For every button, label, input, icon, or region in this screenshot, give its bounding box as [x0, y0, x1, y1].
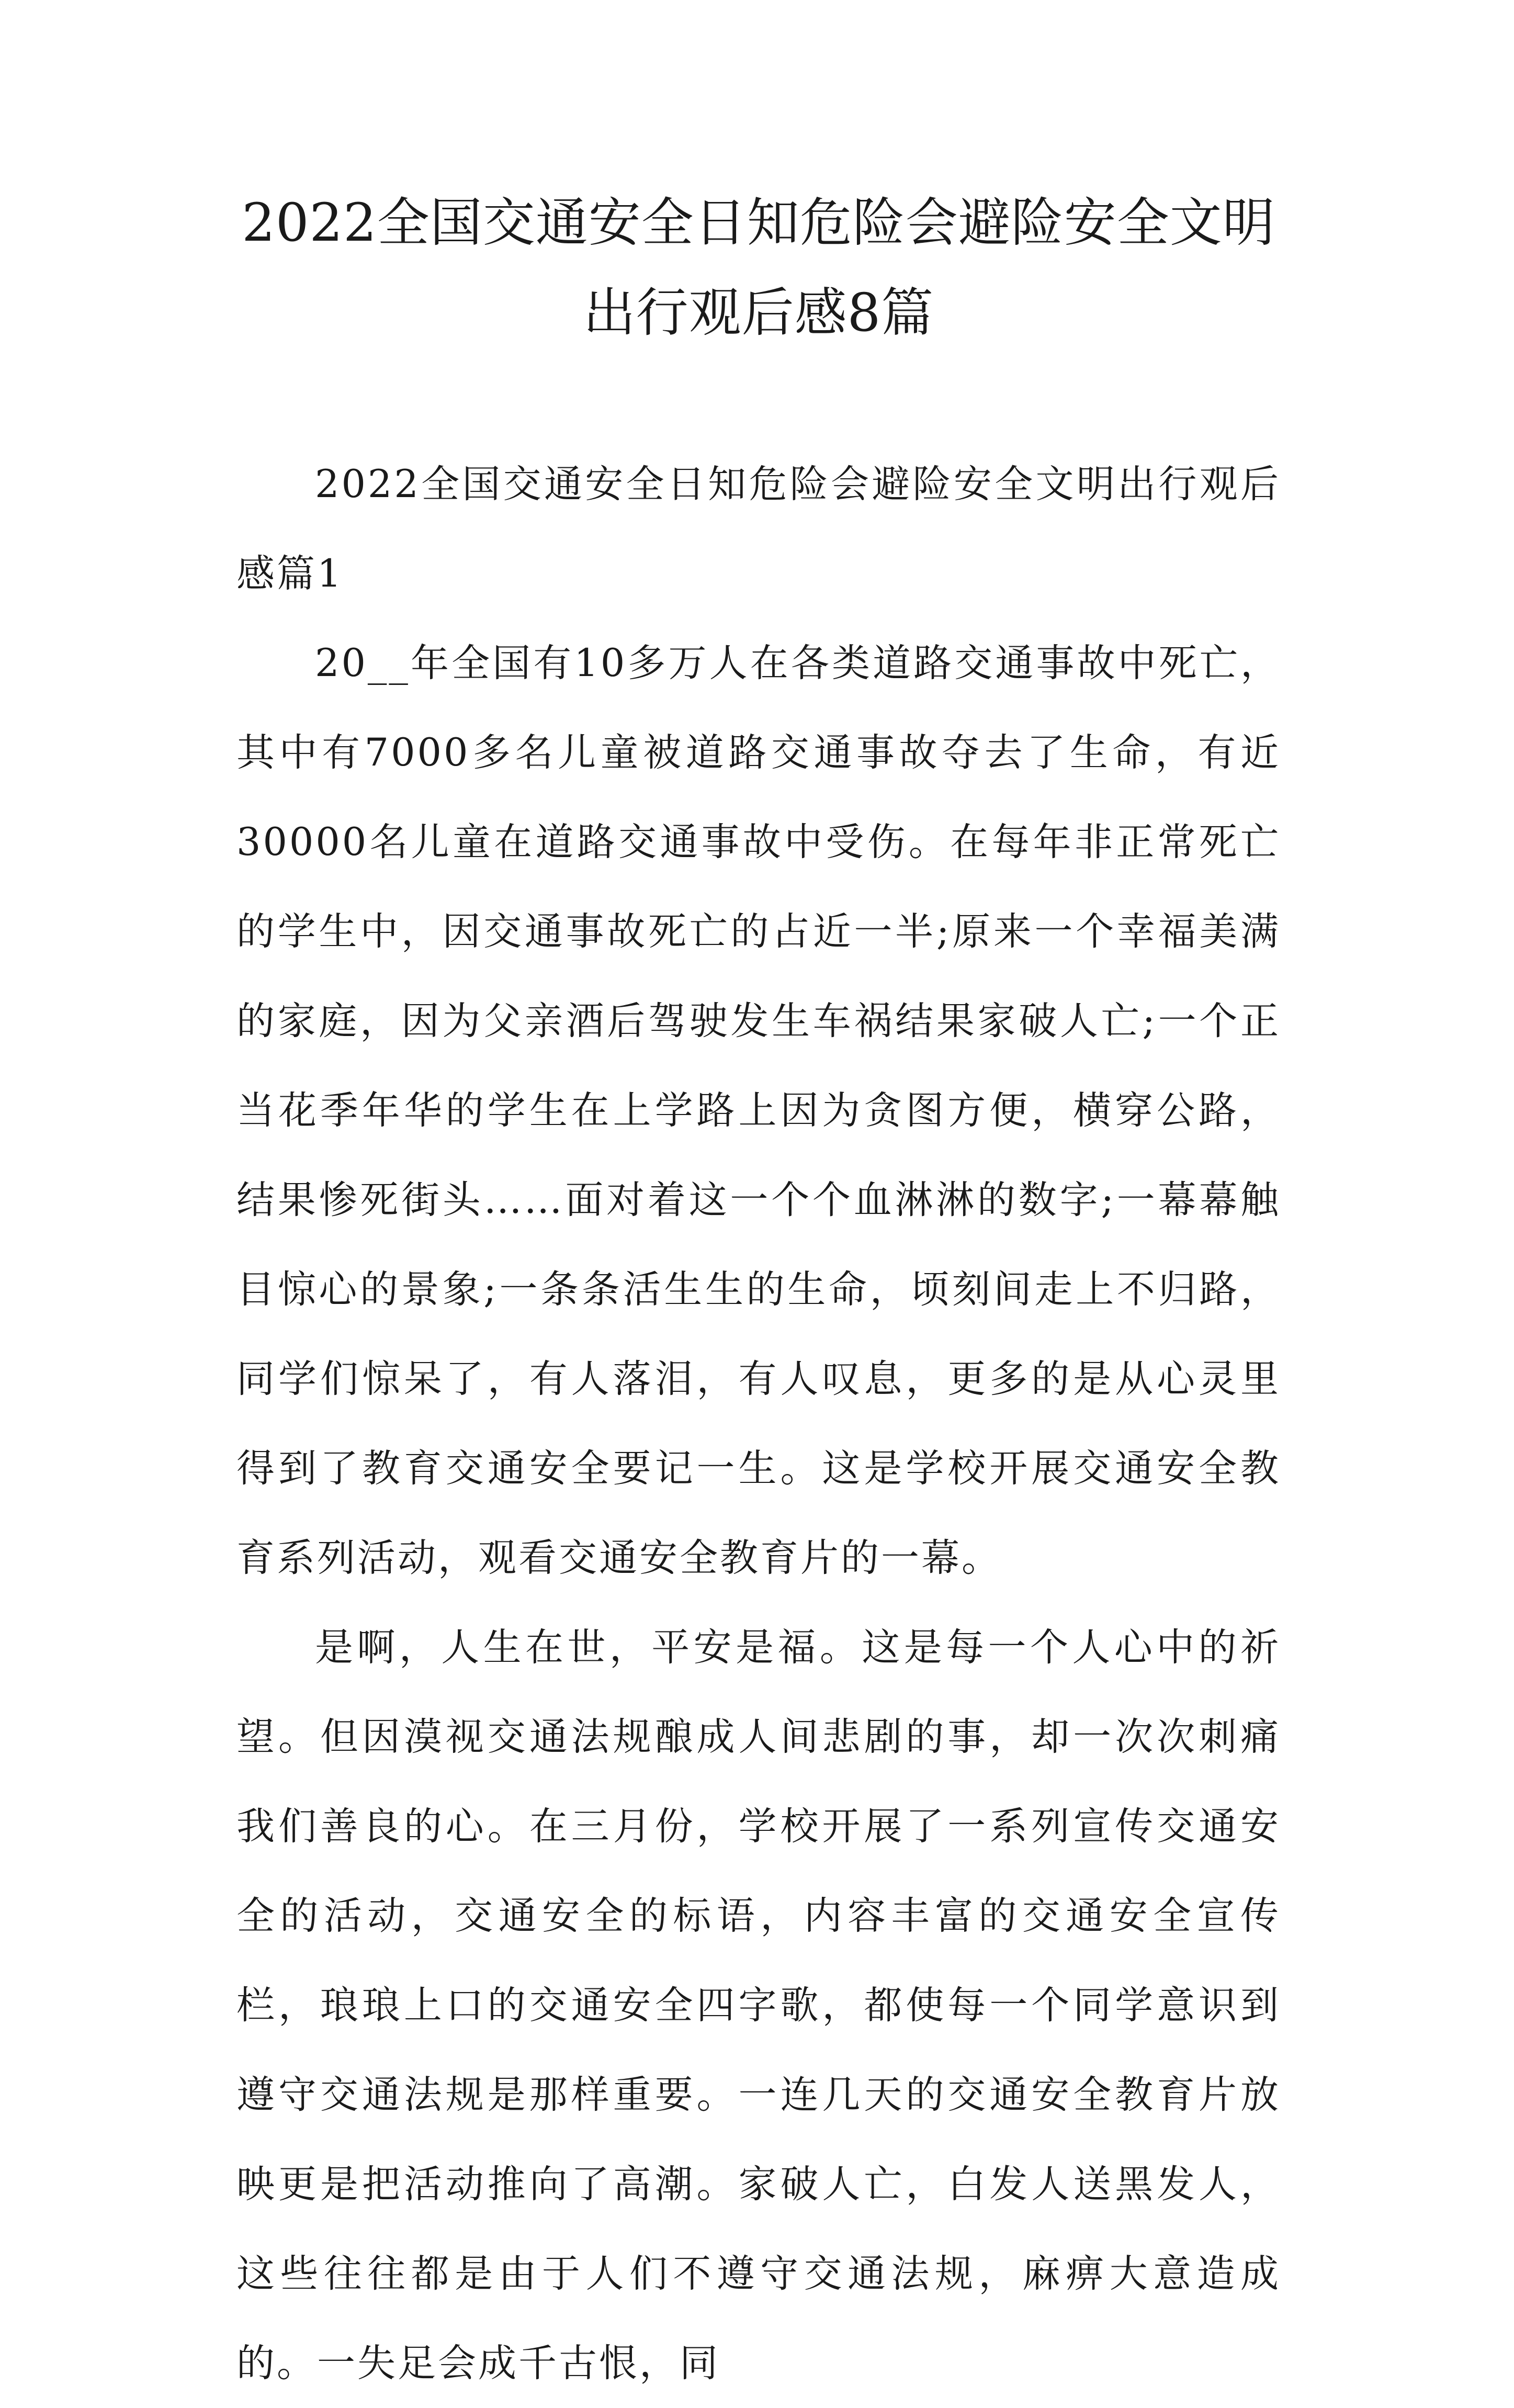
document-body: [236, 440, 1281, 2408]
body-paragraph: 是啊，人生在世，平安是福。这是每一个人心中的祈望。但因漠视交通法规酿成人间悲剧的事，却一次次刺痛我们善良的心。在三月份，学校开展了一系列宣传交通安全的活动，交通安全的标语，内容丰富的交通安全宣传栏，琅琅上口的交通安全四字歌，都使每一个同学意识到遵守交通法规是那样重要。一连几天的交通安全教育片放映更是把活动推向了高潮。家破人亡，白发人送黑发人，这些往往都是由于人们不遵守交通法规，麻痹大意造成的。一失足会成千古恨，同: [236, 1625, 1281, 2386]
section-heading: 2022全国交通安全日知危险会避险安全文明出行观后感篇1: [236, 462, 1281, 596]
body-paragraph: 20__年全国有10多万人在各类道路交通事故中死亡，其中有7000多名儿童被道路交通事故夺去了生命，有近30000名儿童在道路交通事故中受伤。在每年非正常死亡的学生中，因交通事故死亡的占近一半;原来一个幸福美满的家庭，因为父亲酒后驾驶发生车祸结果家破人亡;一个正当花季年华的学生在上学路上因为贪图方便，横穿公路，结果惨死街头……面对着这一个个血淋淋的数字;一幕幕触目惊心的景象;一条条活生生的生命，顷刻间走上不归路，同学们惊呆了，有人落泪，有人叹息，更多的是从心灵里得到了教育交通安全要记一生。这是学校开展交通安全教育系列活动，观看交通安全教育片的一幕。: [236, 641, 1281, 1580]
document-title: 2022全国交通安全日知危险会避险安全文明出行观后感8篇: [242, 192, 1275, 343]
